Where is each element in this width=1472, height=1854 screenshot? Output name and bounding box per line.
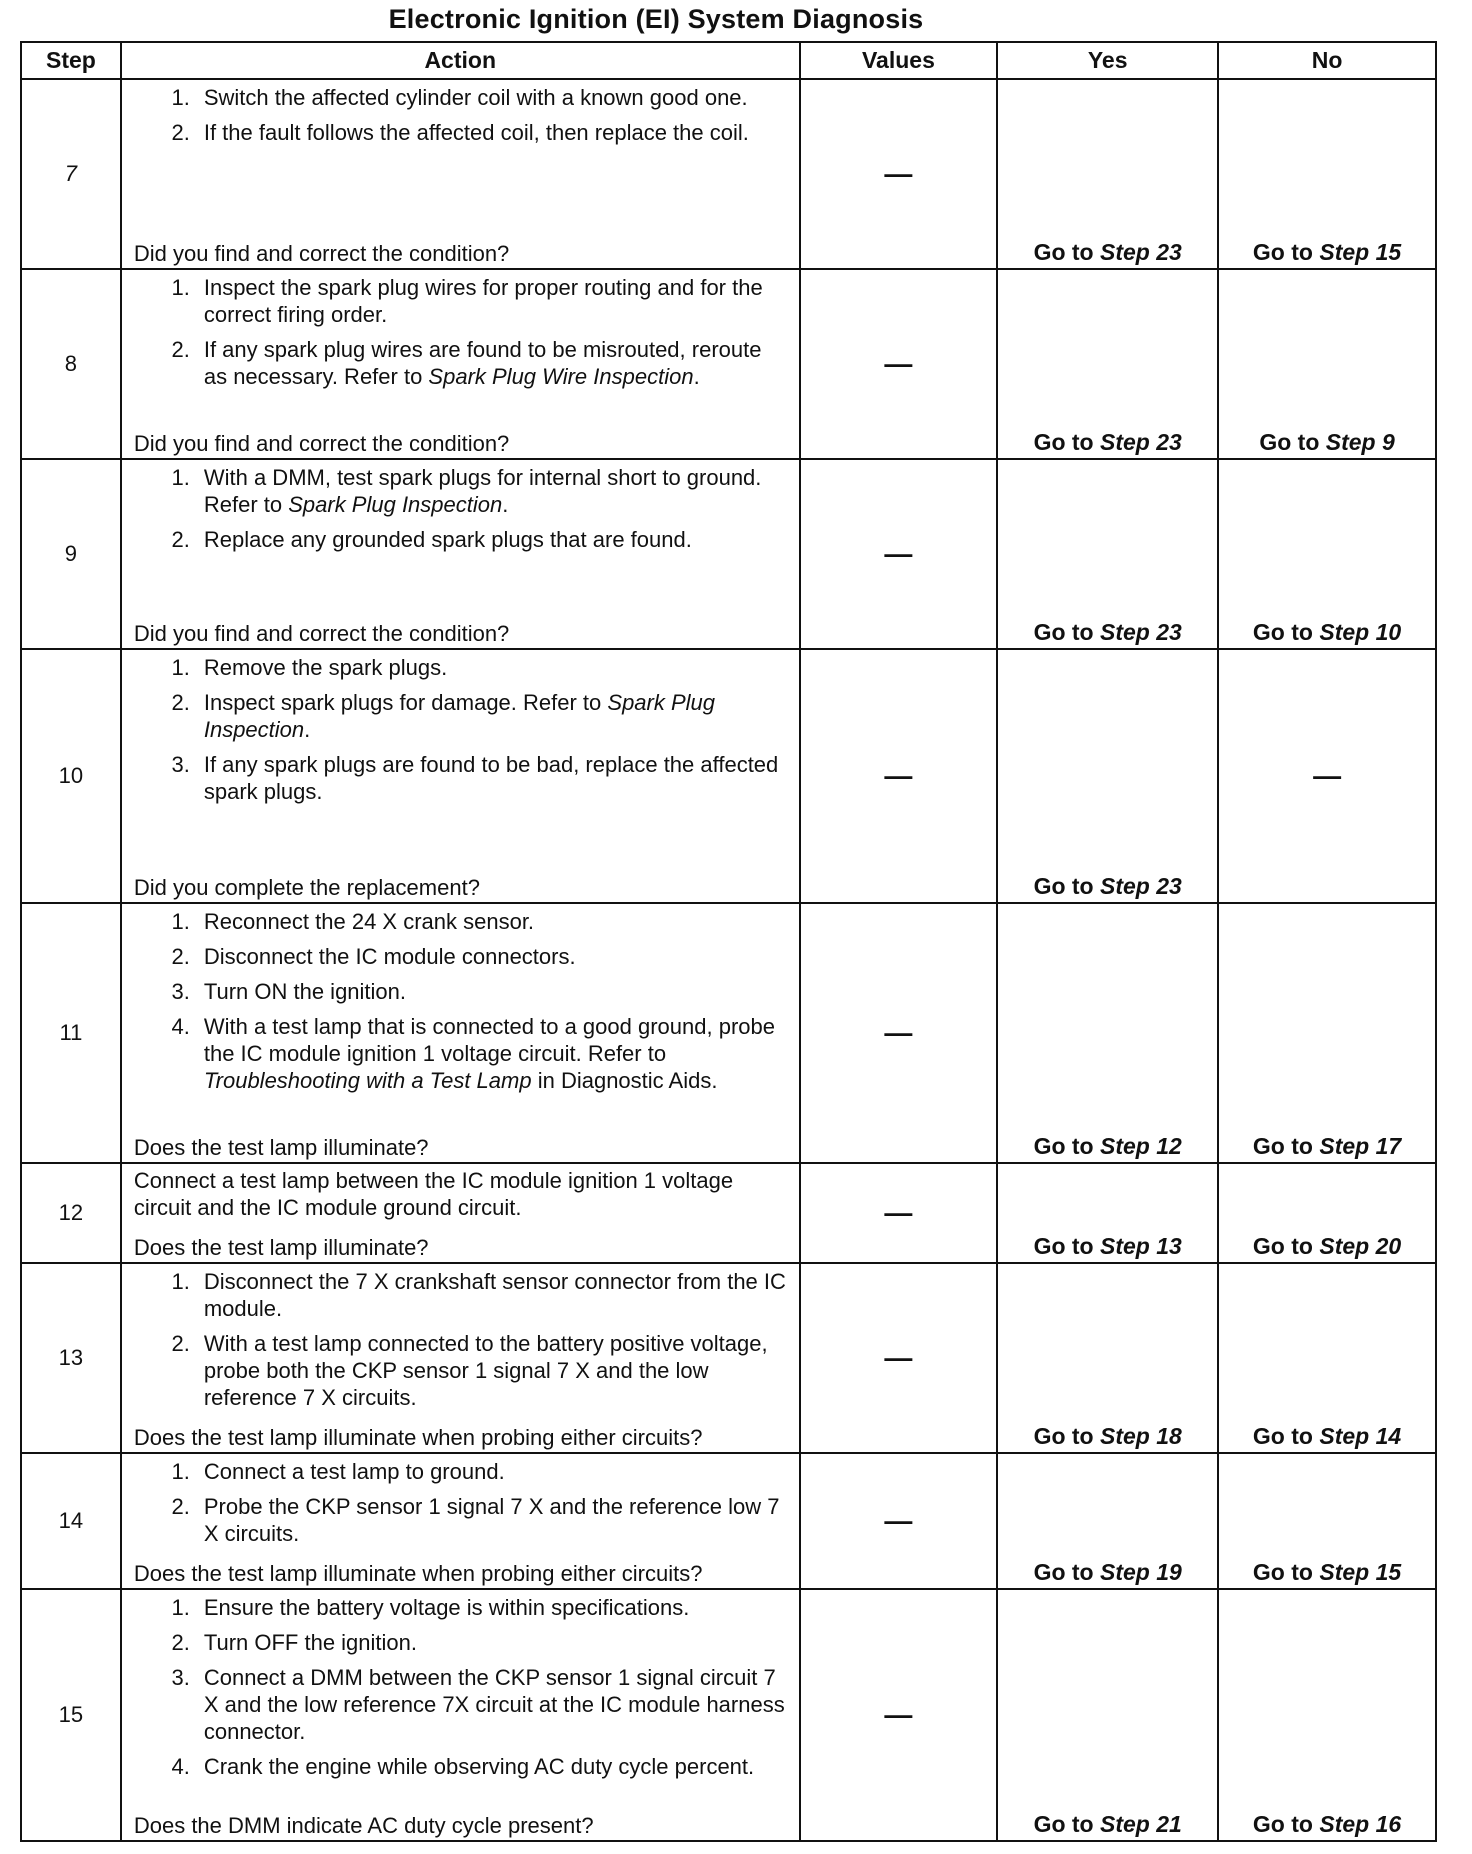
action-step-text [204, 1594, 789, 1621]
action-step-text [204, 1330, 789, 1411]
reference-link-text: Spark Plug Inspection [203, 690, 716, 742]
action-step [122, 274, 789, 328]
step-number: 8 [21, 269, 121, 459]
yes-goto-step [998, 619, 1217, 646]
action-step-number: 2. [171, 120, 190, 145]
no-cell [1218, 1453, 1436, 1589]
action-step-number: 1. [171, 465, 190, 490]
table-row [21, 649, 1436, 903]
action-step [122, 1629, 789, 1656]
action-step [122, 119, 789, 146]
no-goto-step [1219, 429, 1435, 456]
goto-prefix: Go to [1033, 873, 1100, 899]
header-no: No [1218, 42, 1436, 79]
table-row [21, 1589, 1436, 1841]
values-cell: — [800, 79, 998, 269]
goto-step-ref: Step 13 [1100, 1233, 1182, 1259]
action-cell [121, 79, 800, 269]
action-step-text [204, 1753, 789, 1780]
step-number: 10 [21, 649, 121, 903]
yes-cell [997, 1263, 1218, 1453]
goto-prefix: Go to [1252, 619, 1320, 645]
text-run: Probe the CKP sensor 1 signal 7 X and the reference low 7 X circuits. [203, 1494, 780, 1546]
text-run: Crank the engine while observing AC duty cycle percent. [203, 1754, 755, 1779]
goto-prefix: Go to [1033, 1133, 1100, 1159]
header-values: Values [800, 42, 998, 79]
action-step-number: 2. [171, 527, 190, 552]
goto-prefix: Go to [1252, 239, 1320, 265]
action-step-text [204, 464, 789, 518]
action-cell [121, 1589, 800, 1841]
step-number: 9 [21, 459, 121, 649]
goto-prefix: Go to [1259, 429, 1326, 455]
action-step [122, 943, 789, 970]
reference-link-text: Spark Plug Wire Inspection [428, 364, 694, 389]
yes-cell [997, 903, 1218, 1163]
text-run: Reconnect the 24 X crank sensor. [203, 909, 535, 934]
text-run: . [502, 492, 509, 517]
yes-goto-step [998, 1559, 1217, 1586]
action-step-number: 4. [171, 1014, 190, 1039]
goto-step-ref: Step 19 [1100, 1559, 1182, 1585]
action-steps-list [122, 904, 799, 1094]
action-step [122, 84, 789, 111]
table-header-row [21, 42, 1436, 79]
header-yes: Yes [997, 42, 1218, 79]
action-cell [121, 269, 800, 459]
text-run: Inspect spark plugs for damage. Refer to [203, 690, 608, 715]
text-run: Turn ON the ignition. [203, 979, 407, 1004]
goto-prefix: Go to [1033, 429, 1100, 455]
yes-cell [997, 79, 1218, 269]
action-step-text [204, 274, 789, 328]
text-run: Disconnect the 7 X crankshaft sensor connector from the IC module. [203, 1269, 786, 1321]
action-step-number: 1. [171, 1595, 190, 1620]
table-row [21, 269, 1436, 459]
step-number: 13 [21, 1263, 121, 1453]
action-step-text [204, 943, 789, 970]
text-run: . [693, 364, 700, 389]
values-cell: — [800, 1589, 998, 1841]
action-step-number: 1. [171, 909, 190, 934]
action-step-text [204, 1664, 789, 1745]
step-number: 7 [21, 79, 121, 269]
action-question: Does the test lamp illuminate when probing either circuits? [133, 1425, 703, 1450]
action-step-number: 2. [171, 1630, 190, 1655]
goto-step-ref: Step 21 [1100, 1811, 1182, 1837]
table-row [21, 903, 1436, 1163]
values-cell: — [800, 1263, 998, 1453]
action-step [122, 1268, 789, 1322]
goto-step-ref: Step 23 [1100, 239, 1182, 265]
action-step [122, 978, 789, 1005]
no-cell: — [1218, 649, 1436, 903]
diagnosis-table [20, 41, 1437, 1842]
action-step [122, 654, 789, 681]
no-goto-step [1219, 1811, 1435, 1838]
action-question: Did you find and correct the condition? [133, 431, 510, 456]
page-title: Electronic Ignition (EI) System Diagnosis [388, 4, 924, 34]
text-run: Replace any grounded spark plugs that are found. [203, 527, 692, 552]
action-step-number: 4. [171, 1754, 190, 1779]
no-cell [1218, 79, 1436, 269]
no-goto-step [1219, 1233, 1435, 1260]
step-number: 15 [21, 1589, 121, 1841]
goto-step-ref: Step 10 [1319, 619, 1402, 645]
no-cell [1218, 1589, 1436, 1841]
yes-goto-step [998, 1233, 1217, 1260]
no-goto-step [1219, 1423, 1435, 1450]
action-steps-list [122, 80, 799, 146]
action-step-text [204, 978, 789, 1005]
values-cell: — [800, 459, 998, 649]
action-step-text [204, 119, 789, 146]
goto-step-ref: Step 23 [1100, 873, 1182, 899]
action-step-number: 2. [171, 1331, 190, 1356]
action-step-number: 2. [171, 944, 190, 969]
action-question: Does the test lamp illuminate when probing either circuits? [133, 1561, 703, 1586]
action-step-number: 1. [171, 1459, 190, 1484]
goto-step-ref: Step 12 [1100, 1133, 1182, 1159]
action-cell [121, 649, 800, 903]
text-run: With a test lamp connected to the battery positive voltage, probe both the CKP sensor 1 signal 7 X and the low reference 7 X circuits. [203, 1331, 768, 1410]
goto-step-ref: Step 15 [1319, 239, 1402, 265]
action-step [122, 908, 789, 935]
no-cell [1218, 903, 1436, 1163]
action-step-number: 1. [171, 655, 190, 680]
action-step [122, 1594, 789, 1621]
no-goto-step [1219, 1133, 1435, 1160]
action-step [122, 1664, 789, 1745]
goto-step-ref: Step 18 [1100, 1423, 1182, 1449]
action-step-text [204, 84, 789, 111]
action-steps-list [122, 1264, 799, 1411]
table-row [21, 1263, 1436, 1453]
action-step-number: 2. [171, 337, 190, 362]
text-run: Connect a test lamp to ground. [203, 1459, 505, 1484]
goto-step-ref: Step 15 [1319, 1559, 1402, 1585]
goto-step-ref: Step 16 [1319, 1811, 1402, 1837]
action-step-number: 3. [171, 979, 190, 1004]
yes-goto-step [998, 429, 1217, 456]
action-step-number: 2. [171, 1494, 190, 1519]
action-step-text [204, 336, 789, 390]
goto-prefix: Go to [1033, 1811, 1100, 1837]
goto-prefix: Go to [1033, 1233, 1100, 1259]
yes-goto-step [998, 1811, 1217, 1838]
goto-step-ref: Step 23 [1100, 619, 1182, 645]
action-steps-list [122, 650, 799, 805]
action-step-text [204, 1013, 789, 1094]
action-step-text [204, 654, 789, 681]
action-question: Does the test lamp illuminate? [133, 1135, 429, 1160]
action-cell [121, 903, 800, 1163]
table-row [21, 1163, 1436, 1263]
action-cell [121, 459, 800, 649]
action-step [122, 464, 789, 518]
text-run: If the fault follows the affected coil, then replace the coil. [203, 120, 749, 145]
text-run: If any spark plug wires are found to be misrouted, reroute as necessary. Refer to [203, 337, 762, 389]
values-cell: — [800, 1453, 998, 1589]
action-step [122, 1753, 789, 1780]
goto-step-ref: Step 14 [1319, 1423, 1402, 1449]
values-cell: — [800, 269, 998, 459]
yes-goto-step [998, 239, 1217, 266]
goto-step-ref: Step 17 [1319, 1133, 1402, 1159]
step-number: 12 [21, 1163, 121, 1263]
table-row [21, 79, 1436, 269]
action-cell [121, 1263, 800, 1453]
action-cell [121, 1453, 800, 1589]
action-step [122, 689, 789, 743]
values-cell: — [800, 649, 998, 903]
action-step [122, 1013, 789, 1094]
text-run: Inspect the spark plug wires for proper routing and for the correct firing order. [203, 275, 763, 327]
text-run: Turn OFF the ignition. [203, 1630, 418, 1655]
goto-prefix: Go to [1252, 1233, 1320, 1259]
action-question: Does the test lamp illuminate? [133, 1235, 429, 1260]
yes-cell [997, 1163, 1218, 1263]
action-step-text [204, 689, 789, 743]
action-steps-list [122, 460, 799, 553]
step-number: 11 [21, 903, 121, 1163]
text-run: Disconnect the IC module connectors. [203, 944, 576, 969]
yes-goto-step [998, 1423, 1217, 1450]
action-steps-list [122, 270, 799, 390]
goto-step-ref: Step 23 [1100, 429, 1182, 455]
action-step-text [204, 1629, 789, 1656]
yes-goto-step [998, 1133, 1217, 1160]
yes-goto-step [998, 873, 1217, 900]
goto-prefix: Go to [1033, 239, 1100, 265]
action-step [122, 1493, 789, 1547]
no-goto-step [1219, 239, 1435, 266]
action-step [122, 336, 789, 390]
action-step [122, 751, 789, 805]
text-run: Switch the affected cylinder coil with a known good one. [203, 85, 748, 110]
yes-cell [997, 459, 1218, 649]
action-step [122, 526, 789, 553]
no-cell [1218, 459, 1436, 649]
action-cell [121, 1163, 800, 1263]
header-action: Action [121, 42, 800, 79]
yes-cell [997, 1589, 1218, 1841]
action-step-text [204, 1458, 789, 1485]
text-run: With a DMM, test spark plugs for internal short to ground. Refer to [203, 465, 762, 517]
action-step-text [204, 1493, 789, 1547]
action-step-number: 1. [171, 275, 190, 300]
step-number: 14 [21, 1453, 121, 1589]
reference-link-text: Troubleshooting with a Test Lamp [203, 1068, 532, 1093]
yes-cell [997, 1453, 1218, 1589]
text-run: Remove the spark plugs. [203, 655, 448, 680]
no-cell [1218, 1163, 1436, 1263]
action-steps-list [122, 1454, 799, 1547]
goto-step-ref: Step 20 [1319, 1233, 1402, 1259]
action-step-number: 1. [171, 1269, 190, 1294]
action-question: Did you complete the replacement? [133, 875, 480, 900]
table-row [21, 459, 1436, 649]
action-question: Does the DMM indicate AC duty cycle present? [133, 1813, 594, 1838]
action-step-text [204, 526, 789, 553]
no-goto-step [1219, 1559, 1435, 1586]
values-cell: — [800, 1163, 998, 1263]
goto-prefix: Go to [1033, 1423, 1100, 1449]
action-step-number: 3. [171, 752, 190, 777]
text-run: . [304, 717, 311, 742]
action-question: Did you find and correct the condition? [133, 621, 510, 646]
no-cell [1218, 1263, 1436, 1453]
goto-prefix: Go to [1252, 1133, 1320, 1159]
goto-prefix: Go to [1033, 1559, 1100, 1585]
goto-prefix: Go to [1252, 1559, 1320, 1585]
text-run: If any spark plugs are found to be bad, replace the affected spark plugs. [203, 752, 779, 804]
header-step: Step [21, 42, 121, 79]
text-run: Ensure the battery voltage is within specifications. [203, 1595, 690, 1620]
action-step-number: 3. [171, 1665, 190, 1690]
text-run: in Diagnostic Aids. [531, 1068, 718, 1093]
goto-step-ref: Step 9 [1325, 429, 1395, 455]
action-step-text [204, 908, 789, 935]
yes-cell [997, 269, 1218, 459]
values-cell: — [800, 903, 998, 1163]
action-step-number: 1. [171, 85, 190, 110]
goto-prefix: Go to [1252, 1423, 1320, 1449]
no-cell [1218, 269, 1436, 459]
text-run: With a test lamp that is connected to a good ground, probe the IC module ignition 1 voltage circuit. Refer to [203, 1014, 775, 1066]
action-text: Connect a test lamp between the IC module ignition 1 voltage circuit and the IC module ground circuit. [133, 1168, 734, 1220]
yes-cell [997, 649, 1218, 903]
goto-prefix: Go to [1252, 1811, 1320, 1837]
action-step [122, 1330, 789, 1411]
goto-prefix: Go to [1033, 619, 1100, 645]
table-row [21, 1453, 1436, 1589]
text-run: Connect a DMM between the CKP sensor 1 signal circuit 7 X and the low reference 7X circuit at the IC module harness connector. [203, 1665, 785, 1744]
action-step-number: 2. [171, 690, 190, 715]
action-question: Did you find and correct the condition? [133, 241, 510, 266]
no-goto-step [1219, 619, 1435, 646]
reference-link-text: Spark Plug Inspection [288, 492, 503, 517]
action-step [122, 1458, 789, 1485]
action-step-text [204, 1268, 789, 1322]
action-step-text [204, 751, 789, 805]
action-steps-list [122, 1590, 799, 1780]
